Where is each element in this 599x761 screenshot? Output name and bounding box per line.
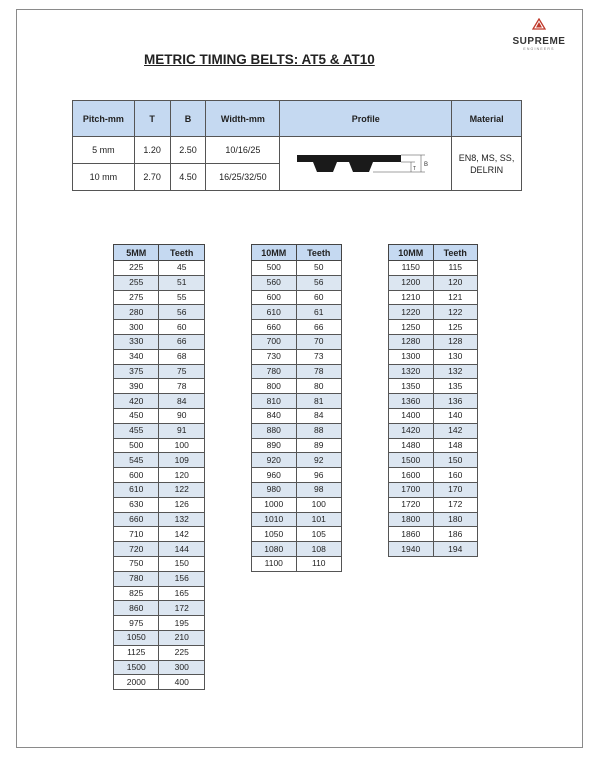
table-row xyxy=(389,290,478,305)
belt-length-cell: 660 xyxy=(114,512,159,527)
table-row xyxy=(389,438,478,453)
belt-length-cell: 825 xyxy=(114,586,159,601)
belt-length-cell: 1280 xyxy=(389,334,434,349)
belt-length-cell: 275 xyxy=(114,290,159,305)
spec-pitch: 5 mm xyxy=(73,137,135,164)
teeth-count-cell: 60 xyxy=(159,320,205,335)
table-row xyxy=(114,645,205,660)
spec-pitch: 10 mm xyxy=(73,164,135,191)
spec-width: 16/25/32/50 xyxy=(206,164,280,191)
teeth-count-cell: 126 xyxy=(159,497,205,512)
belt-length-cell: 1800 xyxy=(389,512,434,527)
teeth-count-cell: 61 xyxy=(296,305,341,320)
table-row xyxy=(114,275,205,290)
belt-length-cell: 700 xyxy=(252,334,297,349)
table-row xyxy=(389,423,478,438)
belt-length-cell: 1320 xyxy=(389,364,434,379)
table-row xyxy=(114,423,205,438)
belt-length-cell: 1350 xyxy=(389,379,434,394)
belt-length-cell: 610 xyxy=(252,305,297,320)
teeth-count-cell: 60 xyxy=(296,290,341,305)
spec-header-width: Width-mm xyxy=(206,101,280,137)
belt-length-cell: 975 xyxy=(114,616,159,631)
table-row xyxy=(252,438,342,453)
teeth-count-cell: 78 xyxy=(159,379,205,394)
spec-header-t: T xyxy=(134,101,170,137)
spec-header-row xyxy=(73,101,522,137)
teeth-count-cell: 195 xyxy=(159,616,205,631)
table-row xyxy=(114,334,205,349)
table-row xyxy=(114,512,205,527)
belt-length-cell: 390 xyxy=(114,379,159,394)
teeth-count-cell: 132 xyxy=(159,512,205,527)
belt-length-cell: 800 xyxy=(252,379,297,394)
teeth-count-cell: 101 xyxy=(296,512,341,527)
teeth-count-cell: 128 xyxy=(433,334,477,349)
teeth-count-cell: 108 xyxy=(296,542,341,557)
table-row xyxy=(114,586,205,601)
teeth-count-cell: 68 xyxy=(159,349,205,364)
teeth-count-cell: 150 xyxy=(433,453,477,468)
teeth-count-cell: 45 xyxy=(159,261,205,276)
belt-length-cell: 280 xyxy=(114,305,159,320)
teeth-count-cell: 125 xyxy=(433,320,477,335)
spec-material: EN8, MS, SS, DELRIN xyxy=(452,137,522,191)
teeth-count-cell: 121 xyxy=(433,290,477,305)
table-row xyxy=(389,349,478,364)
belt-length-cell: 1940 xyxy=(389,542,434,557)
belt-length-cell: 920 xyxy=(252,453,297,468)
logo-subtitle: ENGINEERS xyxy=(523,47,555,51)
table-row xyxy=(114,556,205,571)
belt-length-cell: 1500 xyxy=(114,660,159,675)
teeth-count-cell: 109 xyxy=(159,453,205,468)
belt-length-cell: 600 xyxy=(114,468,159,483)
table-row xyxy=(389,275,478,290)
belt-length-cell: 960 xyxy=(252,468,297,483)
table-row xyxy=(114,453,205,468)
table-row xyxy=(252,379,342,394)
teeth-count-cell: 88 xyxy=(296,423,341,438)
belt-length-cell: 2000 xyxy=(114,675,159,690)
teeth-count-cell: 120 xyxy=(159,468,205,483)
teeth-count-cell: 115 xyxy=(433,261,477,276)
teeth-count-cell: 110 xyxy=(296,556,341,571)
belt-length-cell: 780 xyxy=(252,364,297,379)
teeth-count-cell: 73 xyxy=(296,349,341,364)
table-row xyxy=(252,527,342,542)
belt-length-cell: 780 xyxy=(114,571,159,586)
logo-name: SUPREME xyxy=(512,36,566,47)
teeth-count-cell: 144 xyxy=(159,542,205,557)
table-row xyxy=(389,468,478,483)
table-row xyxy=(114,660,205,675)
teeth-count-cell: 122 xyxy=(433,305,477,320)
belt-length-cell: 450 xyxy=(114,408,159,423)
belt-length-cell: 1400 xyxy=(389,408,434,423)
belt-length-cell: 1500 xyxy=(389,453,434,468)
teeth-count-cell: 172 xyxy=(159,601,205,616)
table-row xyxy=(114,438,205,453)
logo-emblem-icon xyxy=(532,18,546,30)
teeth-count-cell: 56 xyxy=(296,275,341,290)
table-row xyxy=(114,349,205,364)
belt-length-cell: 840 xyxy=(252,408,297,423)
belt-length-cell: 1100 xyxy=(252,556,297,571)
table-row xyxy=(114,394,205,409)
table-row xyxy=(252,394,342,409)
table-row xyxy=(252,261,342,276)
spec-header-b: B xyxy=(170,101,206,137)
belt-table-10mm-a xyxy=(251,244,342,572)
belt-length-cell: 1125 xyxy=(114,645,159,660)
table-row xyxy=(389,261,478,276)
profile-label-b: B xyxy=(423,161,428,168)
belt-length-cell: 1600 xyxy=(389,468,434,483)
belt-length-cell: 375 xyxy=(114,364,159,379)
belt-length-cell: 300 xyxy=(114,320,159,335)
teeth-count-cell: 84 xyxy=(159,394,205,409)
belt-length-cell: 1360 xyxy=(389,394,434,409)
belt-length-cell: 500 xyxy=(114,438,159,453)
table-row xyxy=(252,542,342,557)
table-row xyxy=(114,571,205,586)
table-row xyxy=(114,601,205,616)
table-row xyxy=(389,334,478,349)
teeth-count-cell: 66 xyxy=(159,334,205,349)
belt-length-cell: 890 xyxy=(252,438,297,453)
teeth-count-cell: 136 xyxy=(433,394,477,409)
table-row xyxy=(252,334,342,349)
teeth-count-cell: 55 xyxy=(159,290,205,305)
teeth-count-cell: 135 xyxy=(433,379,477,394)
belt-length-cell: 1050 xyxy=(252,527,297,542)
table-row xyxy=(114,497,205,512)
teeth-count-cell: 70 xyxy=(296,334,341,349)
belt-length-cell: 1150 xyxy=(389,261,434,276)
column-header-length: 5MM xyxy=(114,245,159,261)
teeth-count-cell: 50 xyxy=(296,261,341,276)
table-row xyxy=(252,453,342,468)
table-row xyxy=(389,305,478,320)
belt-length-cell: 880 xyxy=(252,423,297,438)
teeth-count-cell: 140 xyxy=(433,408,477,423)
spec-t: 2.70 xyxy=(134,164,170,191)
table-row xyxy=(114,616,205,631)
column-header-length: 10MM xyxy=(389,245,434,261)
belt-length-cell: 1480 xyxy=(389,438,434,453)
belt-length-cell: 600 xyxy=(252,290,297,305)
table-row xyxy=(114,320,205,335)
belt-length-cell: 980 xyxy=(252,482,297,497)
belt-length-cell: 1010 xyxy=(252,512,297,527)
table-header-row xyxy=(114,245,205,261)
table-row xyxy=(252,320,342,335)
teeth-count-cell: 81 xyxy=(296,394,341,409)
spec-t: 1.20 xyxy=(134,137,170,164)
spec-row xyxy=(73,137,522,164)
spec-width: 10/16/25 xyxy=(206,137,280,164)
belt-profile-drawing xyxy=(291,147,441,181)
teeth-count-cell: 300 xyxy=(159,660,205,675)
belt-length-cell: 255 xyxy=(114,275,159,290)
belt-length-cell: 330 xyxy=(114,334,159,349)
spec-b: 4.50 xyxy=(170,164,206,191)
table-row xyxy=(389,408,478,423)
table-row xyxy=(252,482,342,497)
teeth-count-cell: 96 xyxy=(296,468,341,483)
table-row xyxy=(252,349,342,364)
table-row xyxy=(114,305,205,320)
table-row xyxy=(114,261,205,276)
belt-length-cell: 1420 xyxy=(389,423,434,438)
table-row xyxy=(252,275,342,290)
belt-table-5mm xyxy=(113,244,205,690)
table-row xyxy=(389,453,478,468)
belt-length-cell: 1250 xyxy=(389,320,434,335)
belt-length-cell: 1700 xyxy=(389,482,434,497)
teeth-count-cell: 194 xyxy=(433,542,477,557)
belt-length-cell: 1220 xyxy=(389,305,434,320)
teeth-count-cell: 180 xyxy=(433,512,477,527)
belt-length-cell: 545 xyxy=(114,453,159,468)
belt-length-cell: 1300 xyxy=(389,349,434,364)
table-header-row xyxy=(252,245,342,261)
teeth-count-cell: 105 xyxy=(296,527,341,542)
belt-length-cell: 660 xyxy=(252,320,297,335)
page-title: METRIC TIMING BELTS: AT5 & AT10 xyxy=(144,52,375,67)
table-row xyxy=(389,482,478,497)
belt-length-cell: 860 xyxy=(114,601,159,616)
table-row xyxy=(252,305,342,320)
belt-length-cell: 1210 xyxy=(389,290,434,305)
teeth-count-cell: 172 xyxy=(433,497,477,512)
belt-length-cell: 630 xyxy=(114,497,159,512)
table-row xyxy=(114,542,205,557)
teeth-count-cell: 75 xyxy=(159,364,205,379)
table-row xyxy=(252,497,342,512)
column-header-teeth: Teeth xyxy=(296,245,341,261)
belt-length-cell: 225 xyxy=(114,261,159,276)
table-header-row xyxy=(389,245,478,261)
belt-length-cell: 560 xyxy=(252,275,297,290)
table-row xyxy=(114,364,205,379)
table-row xyxy=(114,675,205,690)
spec-header-material: Material xyxy=(452,101,522,137)
teeth-count-cell: 210 xyxy=(159,630,205,645)
teeth-count-cell: 130 xyxy=(433,349,477,364)
table-row xyxy=(389,542,478,557)
teeth-count-cell: 66 xyxy=(296,320,341,335)
table-row xyxy=(389,394,478,409)
belt-length-cell: 455 xyxy=(114,423,159,438)
belt-table-10mm-b xyxy=(388,244,478,557)
table-row xyxy=(389,512,478,527)
belt-length-cell: 750 xyxy=(114,556,159,571)
table-row xyxy=(114,468,205,483)
belt-length-cell: 1860 xyxy=(389,527,434,542)
table-row xyxy=(252,512,342,527)
table-row xyxy=(252,423,342,438)
column-header-length: 10MM xyxy=(252,245,297,261)
table-row xyxy=(114,527,205,542)
teeth-count-cell: 98 xyxy=(296,482,341,497)
teeth-count-cell: 156 xyxy=(159,571,205,586)
table-row xyxy=(114,408,205,423)
belt-length-cell: 1200 xyxy=(389,275,434,290)
teeth-count-cell: 150 xyxy=(159,556,205,571)
belt-length-cell: 720 xyxy=(114,542,159,557)
table-row xyxy=(252,556,342,571)
table-row xyxy=(252,468,342,483)
spec-b: 2.50 xyxy=(170,137,206,164)
teeth-count-cell: 80 xyxy=(296,379,341,394)
teeth-count-cell: 148 xyxy=(433,438,477,453)
spec-header-profile: Profile xyxy=(280,101,452,137)
belt-length-cell: 730 xyxy=(252,349,297,364)
table-row xyxy=(389,364,478,379)
teeth-count-cell: 120 xyxy=(433,275,477,290)
belt-length-cell: 340 xyxy=(114,349,159,364)
teeth-count-cell: 89 xyxy=(296,438,341,453)
teeth-count-cell: 51 xyxy=(159,275,205,290)
teeth-count-cell: 91 xyxy=(159,423,205,438)
belt-length-cell: 710 xyxy=(114,527,159,542)
teeth-count-cell: 92 xyxy=(296,453,341,468)
teeth-count-cell: 132 xyxy=(433,364,477,379)
belt-length-cell: 420 xyxy=(114,394,159,409)
teeth-count-cell: 186 xyxy=(433,527,477,542)
table-row xyxy=(389,497,478,512)
teeth-count-cell: 400 xyxy=(159,675,205,690)
belt-length-cell: 610 xyxy=(114,482,159,497)
belt-length-cell: 1080 xyxy=(252,542,297,557)
column-header-teeth: Teeth xyxy=(159,245,205,261)
company-logo xyxy=(509,17,569,51)
belt-length-cell: 500 xyxy=(252,261,297,276)
teeth-count-cell: 170 xyxy=(433,482,477,497)
table-row xyxy=(252,364,342,379)
teeth-count-cell: 100 xyxy=(159,438,205,453)
spec-table xyxy=(72,100,522,191)
table-row xyxy=(114,630,205,645)
teeth-count-cell: 165 xyxy=(159,586,205,601)
spec-header-pitch: Pitch-mm xyxy=(73,101,135,137)
profile-cell xyxy=(280,137,452,191)
teeth-count-cell: 84 xyxy=(296,408,341,423)
column-header-teeth: Teeth xyxy=(433,245,477,261)
table-row xyxy=(114,482,205,497)
table-row xyxy=(252,290,342,305)
teeth-count-cell: 225 xyxy=(159,645,205,660)
belt-length-cell: 1000 xyxy=(252,497,297,512)
teeth-count-cell: 78 xyxy=(296,364,341,379)
belt-length-cell: 1050 xyxy=(114,630,159,645)
teeth-count-cell: 56 xyxy=(159,305,205,320)
table-row xyxy=(389,379,478,394)
table-row xyxy=(389,527,478,542)
teeth-count-cell: 160 xyxy=(433,468,477,483)
belt-profile-shape xyxy=(297,155,401,172)
belt-length-cell: 1720 xyxy=(389,497,434,512)
belt-length-cell: 810 xyxy=(252,394,297,409)
teeth-count-cell: 142 xyxy=(159,527,205,542)
table-row xyxy=(252,408,342,423)
profile-label-t: T xyxy=(412,165,416,172)
teeth-count-cell: 142 xyxy=(433,423,477,438)
teeth-count-cell: 122 xyxy=(159,482,205,497)
table-row xyxy=(389,320,478,335)
teeth-count-cell: 100 xyxy=(296,497,341,512)
table-row xyxy=(114,379,205,394)
teeth-count-cell: 90 xyxy=(159,408,205,423)
table-row xyxy=(114,290,205,305)
